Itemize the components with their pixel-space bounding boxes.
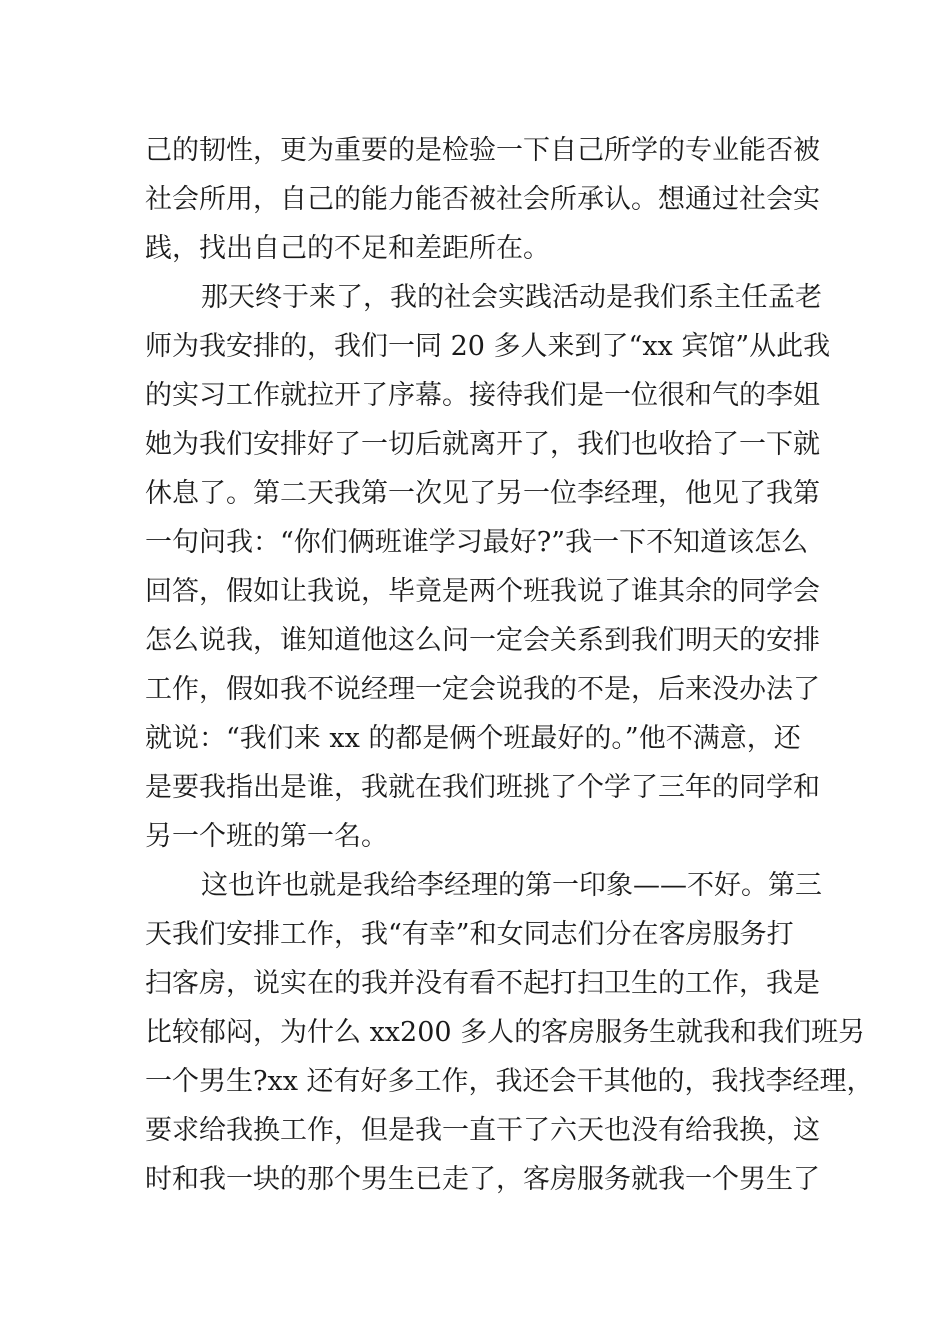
text-line: 的实习工作就拉开了序幕。接待我们是一位很和气的李姐 [145,380,820,411]
text-line: 己的韧性，更为重要的是检验一下自己所学的专业能否被 [145,135,820,166]
text-line: 休息了。第二天我第一次见了另一位李经理，他见了我第 [145,478,820,509]
text-line: 一句问我：“你们俩班谁学习最好?”我一下不知道该怎么 [145,527,809,558]
text-line: 就说：“我们来 xx 的都是俩个班最好的。”他不满意，还 [145,723,801,754]
text-line: 是要我指出是谁，我就在我们班挑了个学了三年的同学和 [145,772,820,803]
text-line: 时和我一块的那个男生已走了，客房服务就我一个男生了 [145,1164,820,1195]
text-line: 天我们安排工作，我“有幸”和女同志们分在客房服务打 [145,919,794,950]
paragraph-start-line: 那天终于来了，我的社会实践活动是我们系主任孟老 [201,282,822,313]
text-line: 她为我们安排好了一切后就离开了，我们也收拾了一下就 [145,429,820,460]
text-line: 工作，假如我不说经理一定会说我的不是，后来没办法了 [145,674,820,705]
text-line: 践，找出自己的不足和差距所在。 [145,233,550,264]
text-line: 师为我安排的，我们一同 20 多人来到了“xx 宾馆”从此我 [145,331,831,362]
text-line: 回答，假如让我说，毕竟是两个班我说了谁其余的同学会 [145,576,820,607]
text-line: 怎么说我，谁知道他这么问一定会关系到我们明天的安排 [145,625,820,656]
paragraph-start-line: 这也许也就是我给李经理的第一印象——不好。第三 [201,870,822,901]
text-line: 另一个班的第一名。 [145,821,388,852]
text-line: 比较郁闷，为什么 xx200 多人的客房服务生就我和我们班另 [145,1017,866,1048]
text-line: 要求给我换工作，但是我一直干了六天也没有给我换，这 [145,1115,820,1146]
text-line: 一个男生?xx 还有好多工作，我还会干其他的，我找李经理， [145,1066,874,1097]
text-line: 扫客房，说实在的我并没有看不起打扫卫生的工作，我是 [145,968,820,999]
text-line: 社会所用，自己的能力能否被社会所承认。想通过社会实 [145,184,820,215]
